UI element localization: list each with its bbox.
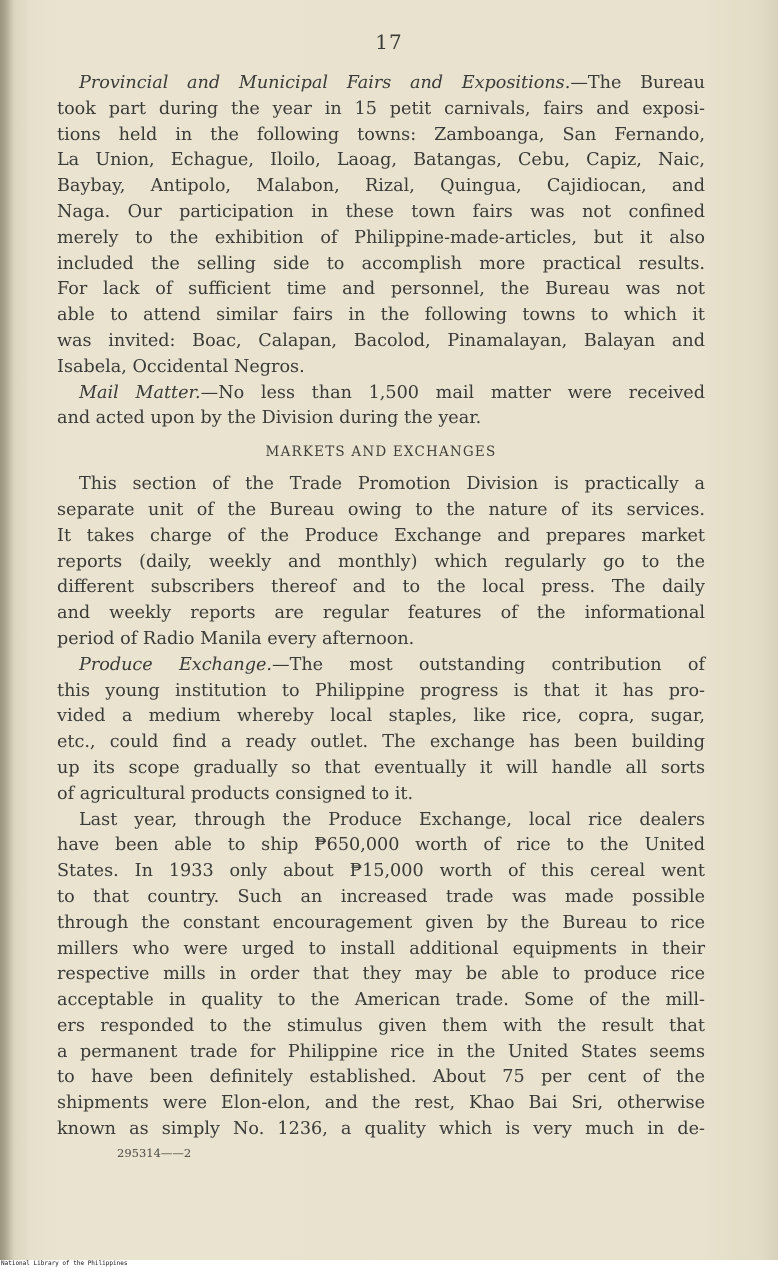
text-line: Last year, through the Produce Exchange, local rice dealers	[79, 809, 705, 830]
text-line: and weekly reports are regular features of the informational	[57, 603, 705, 624]
text-line: separate unit of the Bureau owing to the nature of its services.	[57, 499, 705, 520]
footer-label: National Library of the Philippines	[1, 1260, 128, 1267]
section-fairs-and-mail	[57, 71, 705, 432]
text-line	[57, 653, 705, 679]
italic-run-in-heading: Produce Exchange.	[79, 654, 272, 675]
text-line: different subscribers thereof and to the local press. The daily	[57, 577, 705, 598]
line-text: —No less than 1,500 mail matter were received	[200, 382, 705, 403]
text-line: For lack of sufficient time and personnel, the Bureau was not	[57, 279, 705, 300]
text-line: Naga. Our participation in these town fairs was not confined	[57, 201, 705, 222]
text-line: merely to the exhibition of Philippine-made-articles, but it also	[57, 227, 705, 248]
text-line: this young institution to Philippine progress is that it has pro-	[57, 680, 705, 701]
text-line: was invited: Boac, Calapan, Bacolod, Pinamalayan, Balayan and	[57, 330, 705, 351]
text-line: vided a medium whereby local staples, like rice, copra, sugar,	[57, 706, 705, 727]
text-line: tions held in the following towns: Zamboanga, San Fernando,	[57, 124, 705, 145]
text-line: reports (daily, weekly and monthly) which regularly go to the	[57, 551, 705, 572]
text-line: have been able to ship ₱650,000 worth of rice to the United	[57, 835, 705, 856]
text-line: ers responded to the stimulus given them with the result that	[57, 1015, 705, 1036]
text-line: This section of the Trade Promotion Division is practically a	[79, 474, 705, 495]
text-line: and acted upon by the Division during the year.	[57, 408, 482, 429]
text-line: through the constant encouragement given by the Bureau to rice	[57, 912, 705, 933]
text-line: known as simply No. 1236, a quality which is very much in de-	[57, 1119, 705, 1140]
text-line: respective mills in order that they may be able to produce rice	[57, 964, 705, 985]
italic-run-in-heading: Provincial and Municipal Fairs and Expositions.	[79, 73, 571, 93]
signature-mark: 295314——2	[117, 1146, 192, 1160]
text-line: to that country. Such an increased trade was made possible	[57, 886, 705, 907]
text-line	[57, 381, 705, 407]
text-line: Isabela, Occidental Negros.	[57, 356, 305, 377]
text-line: millers who were urged to install additional equipments in their	[57, 938, 705, 959]
line-text: —The Bureau	[570, 73, 705, 93]
text-line: Baybay, Antipolo, Malabon, Rizal, Quingua, Cajidiocan, and	[57, 176, 705, 197]
text-line: to have been definitely established. About 75 per cent of the	[57, 1067, 705, 1088]
body-text	[57, 71, 705, 1143]
text-line: up its scope gradually so that eventually it will handle all sorts	[57, 757, 705, 778]
line-text: —The most outstanding contribution of	[271, 654, 705, 675]
italic-run-in-heading: Mail Matter.	[79, 382, 201, 403]
text-line: La Union, Echague, Iloilo, Laoag, Batangas, Cebu, Capiz, Naic,	[57, 150, 705, 171]
text-line: able to attend similar fairs in the following towns to which it	[57, 305, 705, 326]
text-line: took part during the year in 15 petit carnivals, fairs and exposi-	[57, 98, 705, 119]
text-line: shipments were Elon-elon, and the rest, Khao Bai Sri, otherwise	[57, 1093, 705, 1114]
section-markets-and-exchanges	[57, 472, 705, 1143]
text-line: a permanent trade for Philippine rice in the United States seems	[57, 1041, 705, 1062]
text-line: acceptable in quality to the American trade. Some of the mill-	[57, 990, 705, 1011]
text-line: etc., could find a ready outlet. The exchange has been building	[57, 732, 705, 753]
section-heading: MARKETS AND EXCHANGES	[265, 444, 497, 461]
text-line: period of Radio Manila every afternoon.	[57, 628, 415, 649]
text-line: States. In 1933 only about ₱15,000 worth of this cereal went	[57, 861, 705, 882]
text-line	[57, 71, 705, 97]
text-line: included the selling side to accomplish more practical results.	[57, 253, 705, 274]
page-number: 17	[375, 30, 403, 54]
text-line: of agricultural products consigned to it.	[57, 783, 414, 804]
text-line: It takes charge of the Produce Exchange and prepares market	[57, 525, 705, 546]
